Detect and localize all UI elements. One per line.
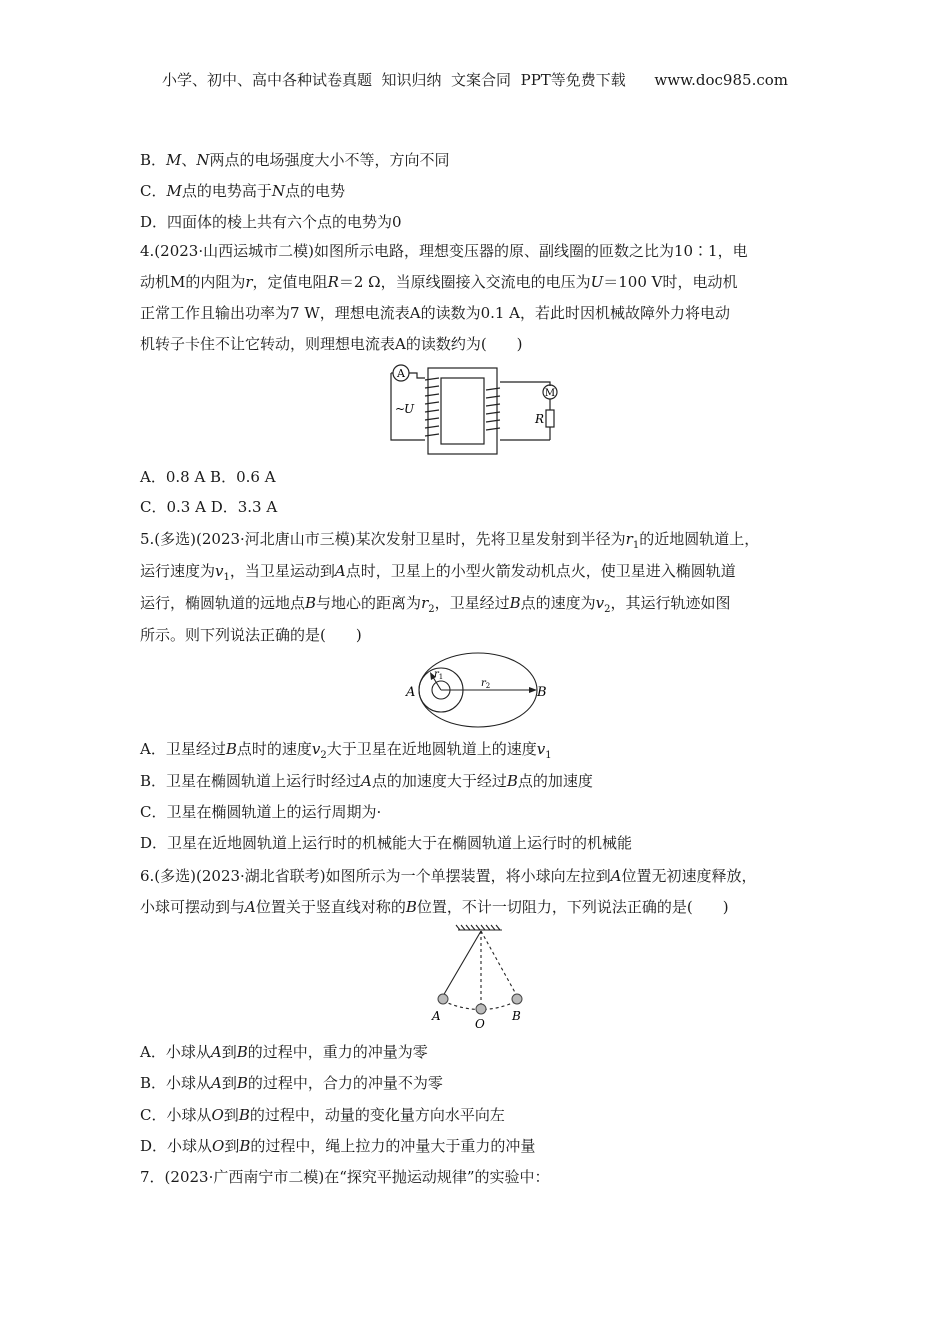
voltage-label: U bbox=[404, 402, 415, 416]
q3-option-b: B．M、N两点的电场强度大小不等，方向不同 bbox=[140, 151, 450, 169]
q5-option-d: D．卫星在近地圆轨道上运行时的机械能大于在椭圆轨道上运行时的机械能 bbox=[140, 834, 633, 852]
q6-stem-line1: 6.(多选)(2023·湖北省联考)如图所示为一个单摆装置，将小球向左拉到A位置无初速度释放， bbox=[140, 867, 757, 885]
ac-tilde-symbol: ~ bbox=[395, 402, 406, 416]
point-b-label: B bbox=[512, 1009, 521, 1023]
q5-stem-line1: 5.(多选)(2023·河北唐山市三模)某次发射卫星时，先将卫星发射到半径为$r_1$的近地圆轨道上， bbox=[140, 530, 760, 551]
q6-option-d: D．小球从O到B的过程中，绳上拉力的冲量大于重力的冲量 bbox=[140, 1137, 536, 1155]
q4-stem-line4: 机转子卡住不让它转动，则理想电流表A的读数约为( ) bbox=[140, 335, 523, 353]
q4-stem-line1: 4.(2023·山西运城市二模)如图所示电路，理想变压器的原、副线圈的匝数之比为10∶1，电 bbox=[140, 242, 748, 260]
q5-stem-line4: 所示。则下列说法正确的是( ) bbox=[140, 626, 362, 644]
point-o-label: O bbox=[475, 1017, 485, 1031]
transformer-core-inner bbox=[441, 378, 484, 444]
motor-label: M bbox=[544, 388, 556, 399]
ammeter-label: A bbox=[397, 367, 405, 380]
q6-stem-line2: 小球可摆动到与A位置关于竖直线对称的B位置，不计一切阻力，下列说法正确的是( ) bbox=[140, 898, 729, 916]
q5-stem-line2: 运行速度为$v_1$，当卫星运动到A点时，卫星上的小型火箭发动机点火，使卫星进入椭圆轨道 bbox=[140, 562, 736, 583]
q3-option-d: D．四面体的棱上共有六个点的电势为0 bbox=[140, 213, 402, 231]
pendulum-figure bbox=[425, 922, 535, 1032]
transformer-circuit-figure bbox=[385, 362, 565, 457]
q6-option-a: A．小球从A到B的过程中，重力的冲量为零 bbox=[140, 1043, 428, 1061]
point-a-label: A bbox=[406, 685, 416, 700]
q6-option-c: C．小球从O到B的过程中，动量的变化量方向水平向左 bbox=[140, 1106, 505, 1124]
q7-stem: 7．(2023·广西南宁市二模)在“探究平抛运动规律”的实验中： bbox=[140, 1168, 550, 1186]
q4-stem-line2: 动机M的内阻为r，定值电阻R＝2 Ω，当原线圈接入交流电的电压为U＝100 V时，电动机 bbox=[140, 273, 738, 291]
resistor-symbol bbox=[546, 410, 554, 427]
string-to-a bbox=[443, 931, 481, 996]
ball-at-a bbox=[438, 994, 448, 1004]
r1-label: $r_1$ bbox=[434, 669, 444, 681]
secondary-coil bbox=[486, 388, 500, 430]
r2-label: $r_2$ bbox=[481, 678, 491, 690]
q5-option-b: B．卫星在椭圆轨道上运行时经过A点的加速度大于经过B点的加速度 bbox=[140, 772, 593, 790]
q4-stem-line3: 正常工作且输出功率为7 W，理想电流表A的读数为0.1 A，若此时因机械故障外力将电动 bbox=[140, 304, 731, 322]
ball-at-b bbox=[512, 994, 522, 1004]
r2-arrowhead bbox=[529, 687, 537, 693]
point-a-label: A bbox=[432, 1009, 441, 1023]
q3-option-c: C．M点的电势高于N点的电势 bbox=[140, 182, 345, 200]
page-header: 小学、初中、高中各种试卷真题 知识归纳 文案合同 PPT等免费下载 www.doc985.com bbox=[161, 71, 788, 89]
string-to-b bbox=[481, 931, 517, 996]
q4-options-ab: A．0.8 A B．0.6 A bbox=[140, 468, 276, 486]
q5-option-c: C．卫星在椭圆轨道上的运行周期为· bbox=[140, 803, 382, 821]
q6-option-b: B．小球从A到B的过程中，合力的冲量不为零 bbox=[140, 1074, 443, 1092]
resistor-label: R bbox=[535, 412, 545, 426]
q4-options-cd: C．0.3 A D．3.3 A bbox=[140, 498, 278, 516]
ceiling-hatching bbox=[456, 925, 500, 930]
transformer-core-outer bbox=[428, 368, 497, 454]
satellite-orbit-figure bbox=[398, 650, 558, 730]
ball-at-o bbox=[476, 1004, 486, 1014]
q5-stem-line3: 运行，椭圆轨道的远地点B与地心的距离为$r_2$，卫星经过B点的速度为$v_2$，其运行轨迹如图 bbox=[140, 594, 731, 615]
primary-coil bbox=[425, 378, 439, 436]
q5-option-a: A．卫星经过B点时的速度$v_2$大于卫星在近地圆轨道上的速度$v_1$ bbox=[140, 740, 552, 761]
point-b-label: B bbox=[537, 685, 547, 700]
